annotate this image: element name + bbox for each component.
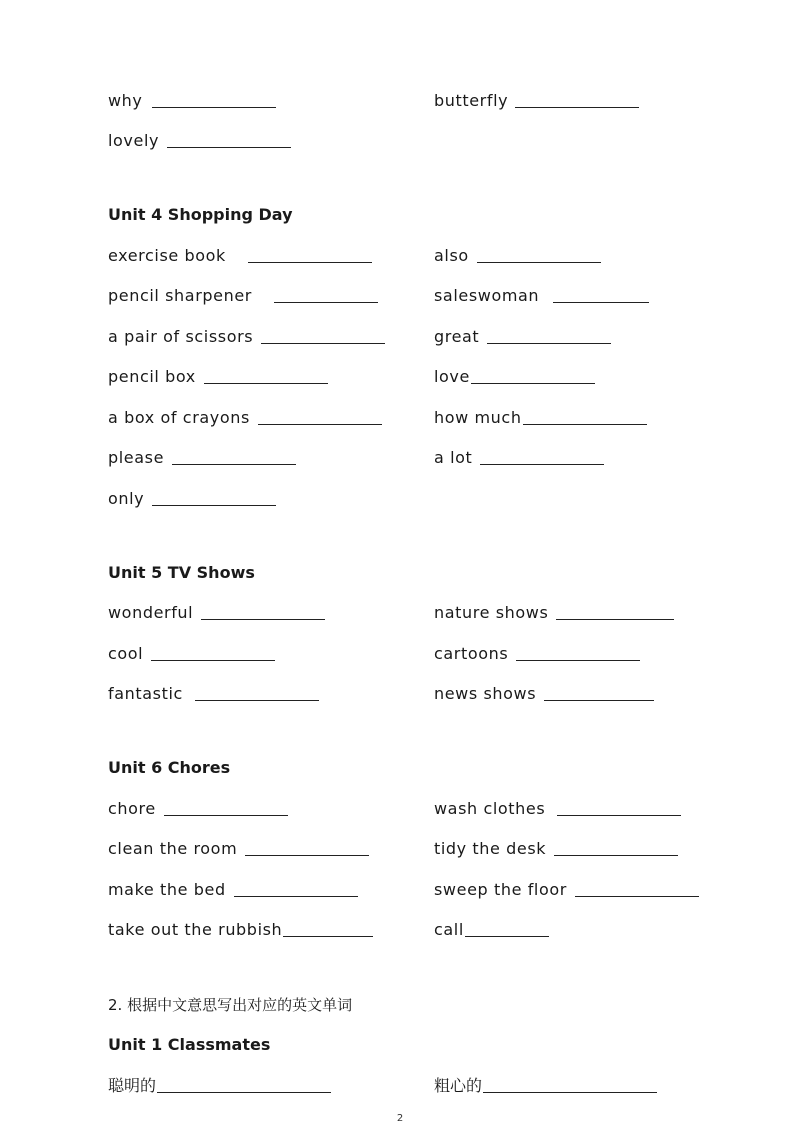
vocab-word: a lot xyxy=(434,448,473,467)
vocab-item-a-lot xyxy=(434,448,604,468)
unit-5-heading: Unit 5 TV Shows xyxy=(108,563,255,582)
vocab-item-chore xyxy=(108,799,288,819)
vocab-item-saleswoman xyxy=(434,286,649,306)
answer-blank[interactable] xyxy=(487,329,611,344)
answer-blank[interactable] xyxy=(575,882,699,897)
answer-blank[interactable] xyxy=(152,93,276,108)
vocab-item-tidy-the-desk xyxy=(434,839,678,859)
vocab-item-butterfly xyxy=(434,91,639,111)
vocab-item-clean-the-room xyxy=(108,839,369,859)
answer-blank[interactable] xyxy=(274,288,378,303)
vocab-item-cartoons xyxy=(434,644,640,664)
vocab-word: a box of crayons xyxy=(108,408,250,427)
vocab-item-clever-cn xyxy=(108,1076,331,1096)
vocab-word: news shows xyxy=(434,684,537,703)
answer-blank[interactable] xyxy=(151,646,275,661)
answer-blank[interactable] xyxy=(554,841,678,856)
vocab-word: cartoons xyxy=(434,644,509,663)
vocab-item-call xyxy=(434,920,549,940)
answer-blank[interactable] xyxy=(516,646,640,661)
answer-blank[interactable] xyxy=(523,410,647,425)
vocab-item-make-the-bed xyxy=(108,880,358,900)
vocab-item-why xyxy=(108,91,276,111)
answer-blank[interactable] xyxy=(553,288,649,303)
vocab-word: a pair of scissors xyxy=(108,327,254,346)
vocab-word: love xyxy=(434,367,470,386)
vocab-item-pencil-box xyxy=(108,367,328,387)
vocab-word: pencil box xyxy=(108,367,196,386)
vocab-item-nature-shows xyxy=(434,603,674,623)
vocab-word: cool xyxy=(108,644,144,663)
vocab-item-a-pair-of-scissors xyxy=(108,327,385,347)
vocab-word: nature shows xyxy=(434,603,549,622)
answer-blank[interactable] xyxy=(261,329,385,344)
vocab-item-sweep-the-floor xyxy=(434,880,699,900)
vocab-item-fantastic xyxy=(108,684,319,704)
answer-blank[interactable] xyxy=(258,410,382,425)
vocab-item-pencil-sharpener xyxy=(108,286,378,306)
unit-6-heading: Unit 6 Chores xyxy=(108,758,231,777)
vocab-item-exercise-book xyxy=(108,246,372,266)
vocab-item-also xyxy=(434,246,601,266)
answer-blank[interactable] xyxy=(152,491,276,506)
vocab-word: lovely xyxy=(108,131,160,150)
answer-blank[interactable] xyxy=(157,1078,331,1093)
vocab-item-take-out-the-rubbish xyxy=(108,920,373,940)
vocab-item-wonderful xyxy=(108,603,325,623)
vocab-word: wash clothes xyxy=(434,799,546,818)
vocab-word: clean the room xyxy=(108,839,238,858)
answer-blank[interactable] xyxy=(201,605,325,620)
answer-blank[interactable] xyxy=(172,450,296,465)
vocab-word: how much xyxy=(434,408,522,427)
vocab-item-a-box-of-crayons xyxy=(108,408,382,428)
answer-blank[interactable] xyxy=(248,248,372,263)
vocab-word: exercise book xyxy=(108,246,226,265)
vocab-word: 粗心的 xyxy=(434,1076,483,1095)
vocab-item-cool xyxy=(108,644,275,664)
vocab-word: 聪明的 xyxy=(108,1076,157,1095)
vocab-word: pencil sharpener xyxy=(108,286,252,305)
vocab-item-only xyxy=(108,489,276,509)
answer-blank[interactable] xyxy=(465,922,549,937)
vocab-item-lovely xyxy=(108,131,291,151)
answer-blank[interactable] xyxy=(480,450,604,465)
answer-blank[interactable] xyxy=(556,605,674,620)
vocab-word: why xyxy=(108,91,143,110)
vocab-item-love xyxy=(434,367,595,387)
vocab-word: great xyxy=(434,327,480,346)
answer-blank[interactable] xyxy=(544,686,654,701)
unit-4-heading: Unit 4 Shopping Day xyxy=(108,205,293,224)
vocab-word: fantastic xyxy=(108,684,183,703)
vocab-item-careless-cn xyxy=(434,1076,657,1096)
answer-blank[interactable] xyxy=(471,369,595,384)
page-number: 2 xyxy=(396,1113,404,1124)
vocab-item-please xyxy=(108,448,296,468)
vocab-word: tidy the desk xyxy=(434,839,547,858)
answer-blank[interactable] xyxy=(167,133,291,148)
vocab-word: please xyxy=(108,448,165,467)
vocab-item-how-much xyxy=(434,408,647,428)
answer-blank[interactable] xyxy=(234,882,358,897)
vocab-word: saleswoman xyxy=(434,286,540,305)
answer-blank[interactable] xyxy=(164,801,288,816)
vocab-word: also xyxy=(434,246,469,265)
vocab-word: wonderful xyxy=(108,603,194,622)
answer-blank[interactable] xyxy=(483,1078,657,1093)
answer-blank[interactable] xyxy=(477,248,601,263)
answer-blank[interactable] xyxy=(557,801,681,816)
section-2-instruction: 2. 根据中文意思写出对应的英文单词 xyxy=(108,996,353,1014)
vocab-word: chore xyxy=(108,799,156,818)
vocab-word: sweep the floor xyxy=(434,880,567,899)
answer-blank[interactable] xyxy=(515,93,639,108)
answer-blank[interactable] xyxy=(204,369,328,384)
vocab-word: butterfly xyxy=(434,91,509,110)
vocab-word: call xyxy=(434,920,464,939)
unit-1-heading: Unit 1 Classmates xyxy=(108,1035,271,1054)
answer-blank[interactable] xyxy=(195,686,319,701)
vocab-item-great xyxy=(434,327,611,347)
vocab-item-news-shows xyxy=(434,684,654,704)
answer-blank[interactable] xyxy=(245,841,369,856)
vocab-word: only xyxy=(108,489,145,508)
answer-blank[interactable] xyxy=(283,922,373,937)
vocab-word: take out the rubbish xyxy=(108,920,283,939)
vocab-word: make the bed xyxy=(108,880,226,899)
vocab-item-wash-clothes xyxy=(434,799,681,819)
